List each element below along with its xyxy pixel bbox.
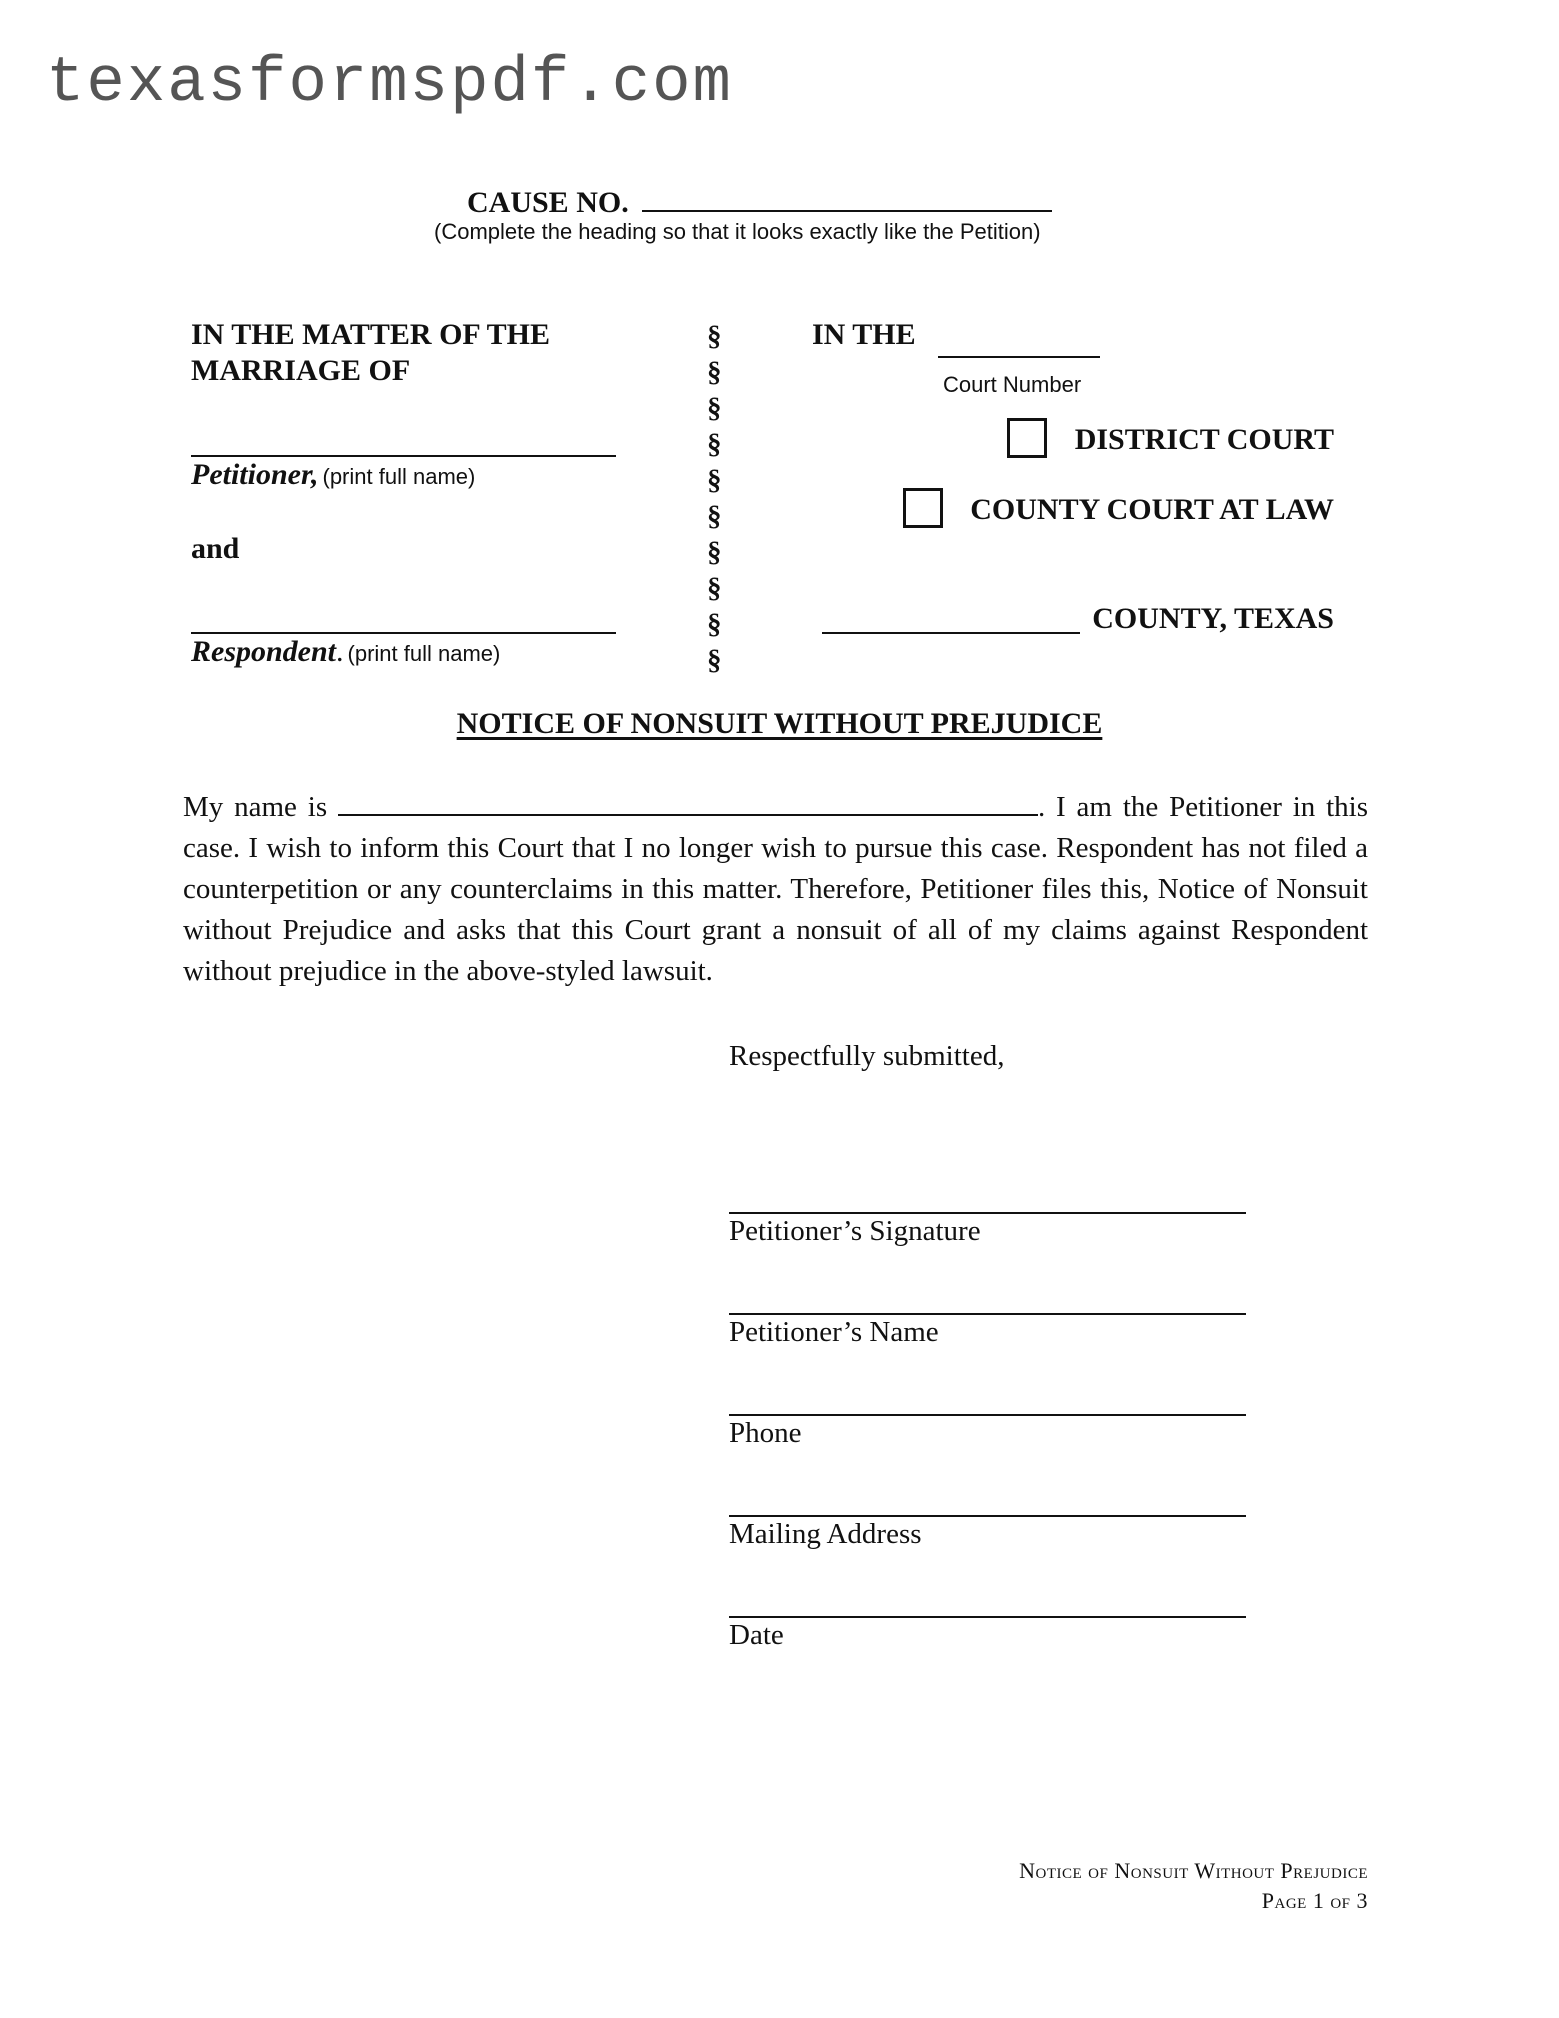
section-symbol: § bbox=[707, 320, 722, 352]
respondent-name-field[interactable] bbox=[191, 632, 616, 634]
section-symbol: § bbox=[707, 428, 722, 460]
name-label: Petitioner’s Name bbox=[729, 1316, 939, 1348]
petitioner-hint: (print full name) bbox=[322, 464, 476, 489]
signature-line[interactable] bbox=[729, 1212, 1246, 1214]
name-fill-field[interactable] bbox=[338, 786, 1038, 816]
site-watermark: texasformspdf.com bbox=[46, 48, 733, 120]
title-wrap bbox=[0, 707, 1559, 741]
signature-label: Petitioner’s Signature bbox=[729, 1215, 981, 1247]
petitioner-label: Petitioner, bbox=[191, 458, 319, 491]
document-title: NOTICE OF NONSUIT WITHOUT PREJUDICE bbox=[456, 707, 1103, 740]
body-suffix: . I am the Petitioner in this case. I wish to inform this Court that I no longer wish to pursue this case. Respondent has not filed a counterpetition or any counterclaims in this matter. Therefore, Petitioner files this, Notice of Nonsuit without Prejudice and asks that this Court grant a nonsuit of all of my claims against Respondent without prejudice in the above-styled lawsuit. bbox=[183, 791, 1368, 987]
and-label: and bbox=[191, 532, 240, 565]
respondent-caption bbox=[191, 635, 500, 669]
cause-instruction: (Complete the heading so that it looks exactly like the Petition) bbox=[434, 219, 1041, 244]
cause-number-label: CAUSE NO. bbox=[467, 186, 629, 219]
phone-line[interactable] bbox=[729, 1414, 1246, 1416]
section-symbol: § bbox=[707, 500, 722, 532]
cause-number-heading bbox=[467, 180, 1052, 222]
county-name-field[interactable] bbox=[822, 632, 1080, 634]
petitioner-name-field[interactable] bbox=[191, 455, 616, 457]
body-paragraph bbox=[183, 786, 1368, 992]
respondent-period: . bbox=[336, 635, 344, 668]
date-label: Date bbox=[729, 1619, 784, 1651]
phone-label: Phone bbox=[729, 1417, 802, 1449]
district-court-label: DISTRICT COURT bbox=[1074, 423, 1334, 456]
in-the-label: IN THE bbox=[812, 318, 916, 351]
county-court-checkbox[interactable] bbox=[903, 488, 943, 528]
footer-page: Page 1 of 3 bbox=[1261, 1888, 1368, 1913]
date-line[interactable] bbox=[729, 1616, 1246, 1618]
name-line[interactable] bbox=[729, 1313, 1246, 1315]
matter-line-2: MARRIAGE OF bbox=[191, 354, 411, 387]
court-number-label: Court Number bbox=[943, 372, 1082, 397]
section-symbol: § bbox=[707, 644, 722, 676]
cause-number-field[interactable] bbox=[642, 180, 1052, 212]
footer-title: Notice of Nonsuit Without Prejudice bbox=[1019, 1858, 1368, 1883]
body-prefix: My name is bbox=[183, 791, 328, 823]
section-symbol: § bbox=[707, 464, 722, 496]
section-symbol: § bbox=[707, 608, 722, 640]
closing-text: Respectfully submitted, bbox=[729, 1040, 1005, 1072]
section-symbol: § bbox=[707, 572, 722, 604]
section-symbol: § bbox=[707, 356, 722, 388]
respondent-label: Respondent bbox=[191, 635, 337, 668]
court-number-field[interactable] bbox=[938, 356, 1100, 358]
section-symbol: § bbox=[707, 392, 722, 424]
mailing-address-line[interactable] bbox=[729, 1515, 1246, 1517]
petitioner-caption bbox=[191, 458, 475, 492]
matter-line-1: IN THE MATTER OF THE bbox=[191, 318, 550, 351]
section-symbol: § bbox=[707, 536, 722, 568]
county-court-label: COUNTY COURT AT LAW bbox=[970, 493, 1334, 526]
mailing-address-label: Mailing Address bbox=[729, 1518, 922, 1550]
respondent-hint: (print full name) bbox=[347, 641, 501, 666]
district-court-checkbox[interactable] bbox=[1007, 418, 1047, 458]
county-texas-label: COUNTY, TEXAS bbox=[1092, 602, 1334, 635]
